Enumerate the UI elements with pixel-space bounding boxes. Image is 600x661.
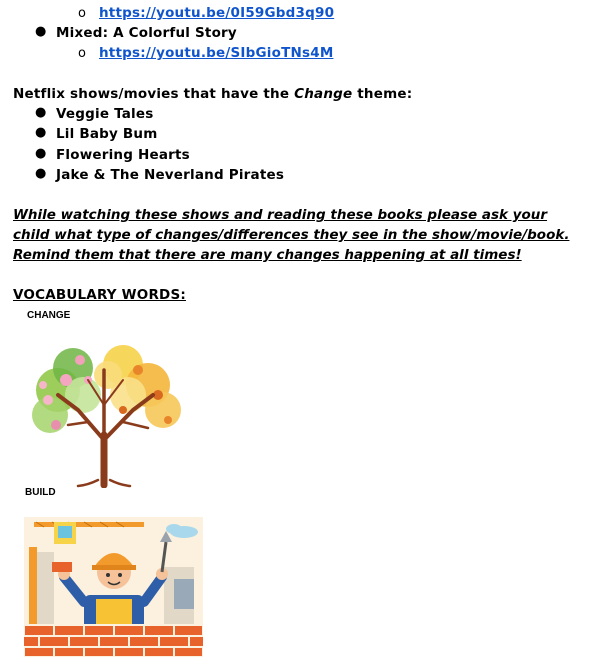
list-item-mixed: Mixed: A Colorful Story [56, 25, 237, 41]
vocabulary-heading: VOCABULARY WORDS: [13, 287, 186, 303]
sub-bullet-icon: o [78, 6, 86, 21]
youtube-link-2[interactable]: https://youtu.be/SIbGioTNs4M [99, 45, 334, 61]
vocab-word-change: CHANGE [27, 310, 71, 321]
bullet-icon: ● [35, 166, 47, 181]
youtube-link-1[interactable]: https://youtu.be/0I59Gbd3q90 [99, 5, 335, 21]
netflix-item: Jake & The Neverland Pirates [56, 167, 285, 183]
netflix-intro-after: theme: [352, 86, 413, 102]
changing-seasons-tree-icon [28, 340, 186, 488]
netflix-heading [13, 86, 412, 102]
bullet-icon: ● [35, 105, 47, 120]
bullet-icon: ● [35, 125, 47, 140]
netflix-item: Veggie Tales [56, 106, 154, 122]
bullet-icon: ● [35, 146, 47, 161]
bullet-icon: ● [35, 24, 47, 39]
vocab-word-build: BUILD [25, 487, 56, 498]
netflix-intro-theme: Change [294, 86, 353, 102]
instruction-paragraph: While watching these shows and reading these books please ask your child what type of changes/differences they see in the show/movie/book. Remind them that there are many changes happening at all times! [13, 207, 570, 263]
sub-bullet-icon: o [78, 46, 86, 61]
construction-worker-icon [24, 517, 203, 657]
netflix-item: Flowering Hearts [56, 147, 190, 163]
netflix-intro-before: Netflix shows/movies that have the [13, 86, 295, 102]
netflix-item: Lil Baby Bum [56, 126, 158, 142]
